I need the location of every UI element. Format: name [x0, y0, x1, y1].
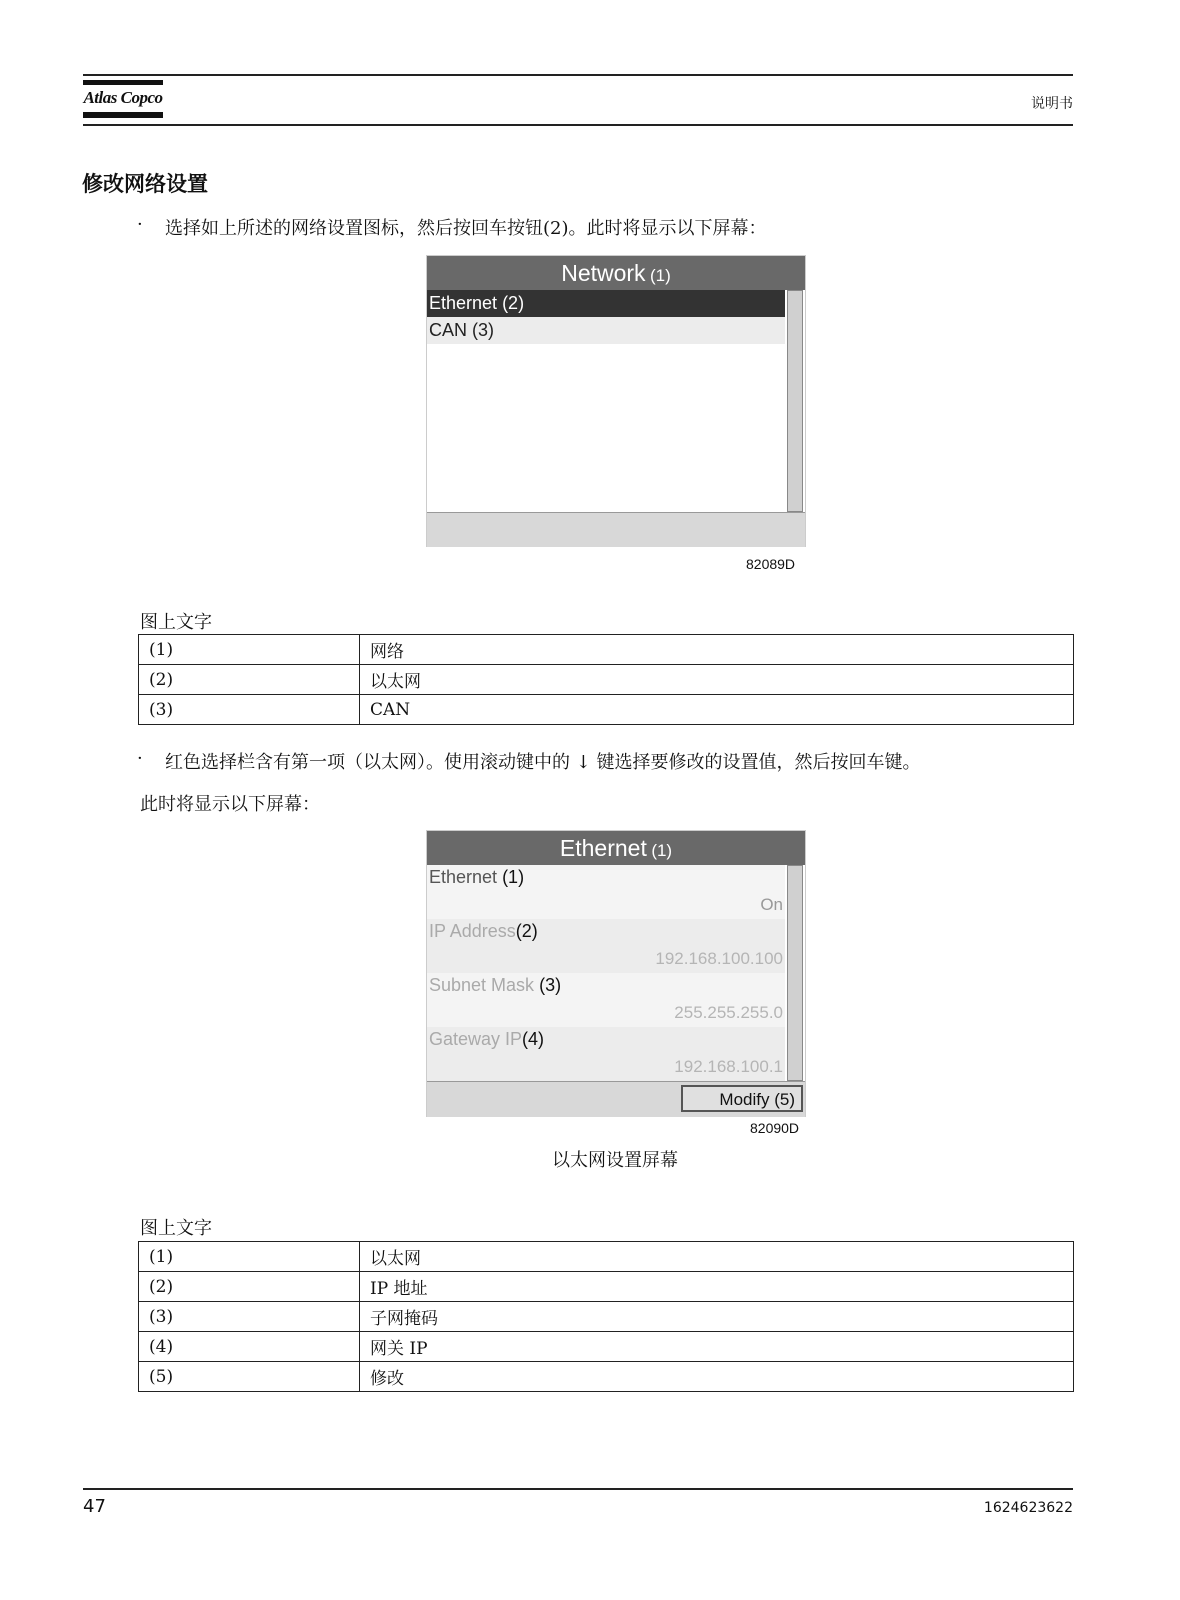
setting-ethernet[interactable]	[427, 865, 785, 919]
footer-rule	[83, 1488, 1073, 1490]
network-title-text: Network	[561, 260, 646, 286]
setting-label	[429, 921, 538, 942]
legend-2-table	[138, 1241, 1074, 1392]
legend-2-heading: 图上文字	[140, 1218, 212, 1239]
setting-label-text: Ethernet	[429, 867, 498, 887]
setting-value: On	[760, 895, 783, 914]
setting-value: 192.168.100.100	[655, 949, 783, 968]
legend-key: (5)	[139, 1362, 360, 1392]
setting-label-text: Subnet Mask	[429, 975, 535, 995]
legend-value: 子网掩码	[360, 1302, 1074, 1332]
bullet-dot: ·	[137, 748, 143, 769]
document-type: 说明书	[1031, 96, 1073, 112]
header-bottom-rule	[83, 124, 1073, 126]
document-number: 1624623622	[983, 1500, 1073, 1516]
ethernet-screen	[426, 830, 806, 1117]
network-screen-footer	[427, 512, 805, 547]
table-row	[139, 1302, 1074, 1332]
setting-callout: (2)	[515, 921, 538, 941]
legend-key: (4)	[139, 1332, 360, 1362]
network-screen	[426, 255, 806, 547]
bullet-1-text: 选择如上所述的网络设置图标，然后按回车按钮(2)。此时将显示以下屏幕：	[165, 218, 767, 239]
legend-key: (3)	[139, 1302, 360, 1332]
atlas-copco-logo	[83, 80, 163, 120]
legend-value: 修改	[360, 1362, 1074, 1392]
logo-text: Atlas Copco	[83, 88, 163, 107]
setting-value: 192.168.100.1	[674, 1057, 783, 1076]
ethernet-title-text: Ethernet	[559, 835, 647, 861]
setting-label	[429, 867, 524, 888]
menu-item-callout: (2)	[502, 293, 525, 313]
modify-button-callout: (5)	[774, 1090, 795, 1109]
table-row	[139, 665, 1074, 695]
table-row	[139, 1332, 1074, 1362]
network-screen-title	[427, 256, 805, 290]
bullet-2-text: 红色选择栏含有第一项（以太网）。使用滚动键中的 ↓ 键选择要修改的设置值，然后按回车键。	[165, 752, 921, 773]
ethernet-scrollbar[interactable]	[787, 865, 803, 1081]
ethernet-screen-title	[427, 831, 805, 865]
logo-top-bar	[83, 80, 163, 85]
legend-1-table	[138, 634, 1074, 725]
legend-value: 以太网	[360, 1242, 1074, 1272]
setting-gateway-ip[interactable]	[427, 1027, 785, 1081]
figure-id-2: 82090D	[750, 1120, 800, 1136]
setting-label	[429, 1029, 544, 1050]
setting-callout: (1)	[502, 867, 525, 887]
menu-item-label: CAN	[429, 320, 468, 340]
figure-id-1: 82089D	[746, 556, 796, 572]
logo-bottom-bar	[83, 112, 163, 118]
legend-key: (1)	[139, 635, 360, 665]
network-scrollbar[interactable]	[787, 290, 803, 512]
menu-item-can[interactable]	[427, 317, 785, 344]
page-number: 47	[83, 1496, 106, 1517]
modify-button-label: Modify	[719, 1090, 770, 1109]
table-row	[139, 1242, 1074, 1272]
legend-value: 网关 IP	[360, 1332, 1074, 1362]
bullet-dot: ·	[137, 214, 143, 235]
legend-value: 以太网	[360, 665, 1074, 695]
section-title: 修改网络设置	[82, 171, 208, 196]
setting-callout: (3)	[539, 975, 562, 995]
legend-value: IP 地址	[360, 1272, 1074, 1302]
setting-subnet-mask[interactable]	[427, 973, 785, 1027]
table-row	[139, 635, 1074, 665]
legend-value: 网络	[360, 635, 1074, 665]
menu-item-label: Ethernet	[429, 293, 498, 313]
legend-key: (2)	[139, 1272, 360, 1302]
table-row	[139, 1272, 1074, 1302]
menu-item-callout: (3)	[472, 320, 495, 340]
modify-button[interactable]	[681, 1085, 803, 1112]
setting-ip-address[interactable]	[427, 919, 785, 973]
setting-label	[429, 975, 561, 996]
header-top-rule	[83, 74, 1073, 76]
menu-item-ethernet[interactable]	[427, 290, 785, 317]
network-title-callout: (1)	[650, 266, 671, 285]
table-row	[139, 1362, 1074, 1392]
figure-caption: 以太网设置屏幕	[552, 1150, 678, 1171]
legend-key: (1)	[139, 1242, 360, 1272]
setting-value: 255.255.255.0	[674, 1003, 783, 1022]
ethernet-title-callout: (1)	[651, 841, 673, 860]
setting-callout: (4)	[522, 1029, 545, 1049]
legend-value: CAN	[360, 695, 1074, 725]
bullet-2-text-cont: 此时将显示以下屏幕：	[140, 794, 320, 815]
legend-key: (2)	[139, 665, 360, 695]
legend-key: (3)	[139, 695, 360, 725]
setting-label-text: Gateway IP	[429, 1029, 523, 1049]
table-row	[139, 695, 1074, 725]
legend-1-heading: 图上文字	[140, 612, 212, 633]
setting-label-text: IP Address	[429, 921, 516, 941]
